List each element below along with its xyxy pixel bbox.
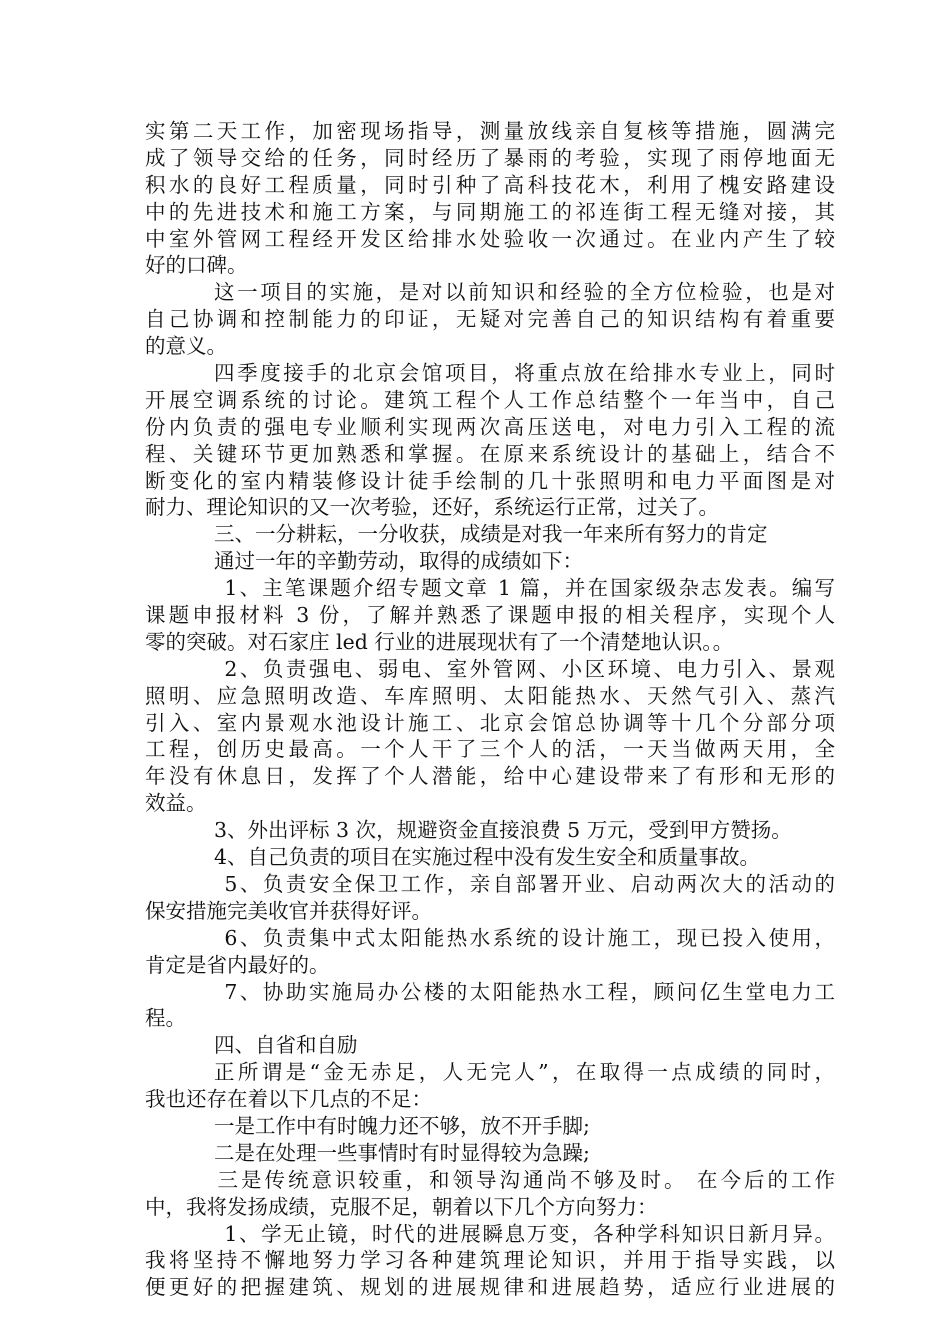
text-line: 效益。 (145, 791, 207, 816)
text-line: 的意义。 (145, 334, 227, 359)
text-line: 7、协助实施局办公楼的太阳能热水工程，顾问亿生堂电力工 (224, 979, 835, 1004)
text-line: 二是在处理一些事情时有时显得较为急躁; (214, 1140, 590, 1165)
text-line: 中，我将发扬成绩，克服不足，朝着以下几个方向努力： (145, 1194, 658, 1219)
text-line: 耐力、理论知识的又一次考验，还好，系统运行正常，过关了。 (145, 495, 719, 520)
text-line: 1、主笔课题介绍专题文章 1 篇，并在国家级杂志发表。编写 (224, 576, 835, 601)
text-line: 通过一年的辛勤劳动，取得的成绩如下： (214, 549, 583, 574)
text-line: 三是传统意识较重，和领导沟通尚不够及时。 在今后的工作 (217, 1167, 835, 1192)
text-line: 我也还存在着以下几点的不足： (145, 1087, 432, 1112)
text-line: 5、负责安全保卫工作，亲自部署开业、启动两次大的活动的 (224, 871, 835, 896)
text-line: 份内负责的强电专业顺利实现两次高压送电，对电力引入工程的流 (145, 414, 835, 439)
text-line: 课题申报材料 3 份，了解并熟悉了课题申报的相关程序，实现个人 (145, 603, 835, 628)
text-line: 肯定是省内最好的。 (145, 952, 330, 977)
text-line: 1、学无止镜，时代的进展瞬息万变，各种学科知识日新月异。 (224, 1221, 835, 1246)
document-page (145, 118, 835, 1301)
text-line: 正所谓是“金无赤足，人无完人”，在取得一点成绩的同时， (214, 1060, 835, 1085)
text-line: 2、负责强电、弱电、室外管网、小区环境、电力引入、景观 (224, 656, 835, 681)
text-line: 3、外出评标 3 次，规避资金直接浪费 5 万元，受到甲方赞扬。 (214, 818, 792, 843)
text-line: 保安措施完美收官并获得好评。 (145, 898, 432, 923)
text-line: 我将坚持不懈地努力学习各种建筑理论知识，并用于指导实践，以 (145, 1248, 835, 1273)
text-line: 一是工作中有时魄力还不够，放不开手脚; (214, 1113, 590, 1138)
text-line: 成了领导交给的任务，同时经历了暴雨的考验，实现了雨停地面无 (145, 145, 835, 170)
text-line: 实第二天工作，加密现场指导，测量放线亲自复核等措施，圆满完 (145, 119, 835, 143)
text-line: 好的口碑。 (145, 253, 248, 278)
text-line: 开展空调系统的讨论。建筑工程个人工作总结整个一年当中，自己 (145, 387, 835, 412)
text-line: 4、自己负责的项目在实施过程中没有发生安全和质量事故。 (214, 845, 761, 870)
text-line: 自己协调和控制能力的印证，无疑对完善自己的知识结构有着重要 (145, 307, 835, 332)
text-line: 照明、应急照明改造、车库照明、太阳能热水、天然气引入、蒸汽 (145, 683, 835, 708)
text-line: 程。 (145, 1006, 186, 1031)
text-line: 工程，创历史最高。一个人干了三个人的活，一天当做两天用，全 (145, 737, 835, 762)
text-line: 这一项目的实施，是对以前知识和经验的全方位检验，也是对 (214, 280, 835, 305)
text-line: 断变化的室内精装修设计徒手绘制的几十张照明和电力平面图是对 (145, 468, 835, 493)
text-line: 零的突破。对石家庄 led 行业的进展现状有了一个清楚地认识。。 (145, 629, 734, 654)
text-line: 6、负责集中式太阳能热水系统的设计施工，现已投入使用， (224, 925, 835, 950)
text-line: 中室外管网工程经开发区给排水处验收一次通过。在业内产生了较 (145, 226, 835, 251)
text-line: 程、关键环节更加熟悉和掌握。在原来系统设计的基础上，结合不 (145, 441, 835, 466)
text-line: 三、一分耕耘，一分收获，成绩是对我一年来所有努力的肯定 (214, 522, 768, 547)
text-line: 四、自省和自励 (214, 1033, 358, 1058)
text-line: 引入、室内景观水池设计施工、北京会馆总协调等十几个分部分项 (145, 710, 835, 735)
text-line: 年没有休息日，发挥了个人潜能，给中心建设带来了有形和无形的 (145, 764, 835, 789)
text-line: 积水的良好工程质量，同时引种了高科技花木，利用了槐安路建设 (145, 172, 835, 197)
text-line: 四季度接手的北京会馆项目，将重点放在给排水专业上，同时 (214, 361, 835, 386)
text-line: 中的先进技术和施工方案，与同期施工的祁连街工程无缝对接，其 (145, 199, 835, 224)
text-line: 便更好的把握建筑、规划的进展规律和进展趋势，适应行业进展的 (145, 1275, 835, 1300)
